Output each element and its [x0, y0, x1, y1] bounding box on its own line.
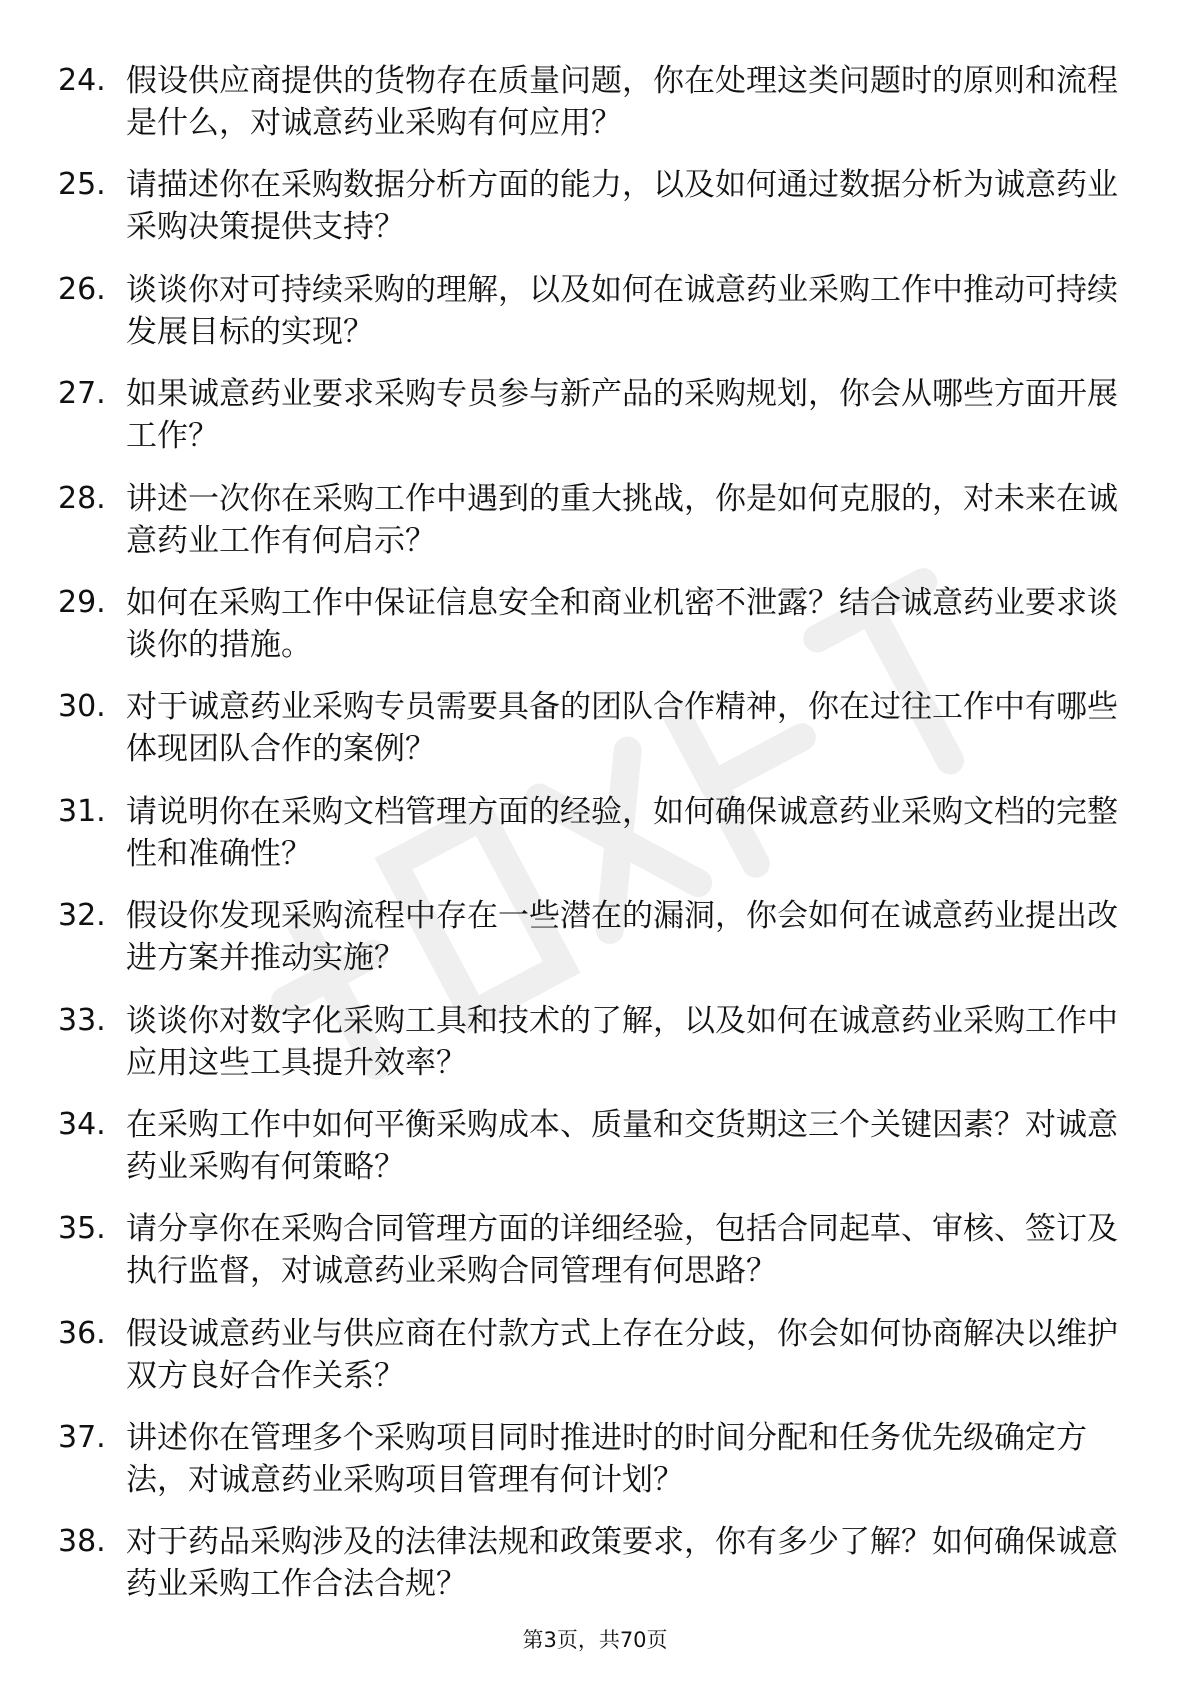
question-number: 38.: [58, 1524, 106, 1560]
question-text: 谈谈你对可持续采购的理解，以及如何在诚意药业采购工作中推动可持续发展目标的实现？: [126, 271, 1118, 350]
question-number: 36.: [58, 1315, 106, 1351]
question-number: 31.: [58, 793, 106, 829]
question-number: 30.: [58, 689, 106, 725]
question-item: [58, 574, 1118, 678]
question-item: [58, 156, 1118, 260]
question-number: 34.: [58, 1106, 106, 1142]
question-number: 28.: [58, 480, 106, 516]
question-item: [58, 1096, 1118, 1200]
question-item: [58, 1200, 1118, 1304]
question-number: 35.: [58, 1211, 106, 1247]
question-number: 32.: [58, 898, 106, 934]
question-item: [58, 261, 1118, 365]
question-item: [58, 365, 1118, 469]
question-number: 24.: [58, 63, 106, 98]
question-text: 假设供应商提供的货物存在质量问题，你在处理这类问题时的原则和流程是什么，对诚意药业采购有何应用？: [126, 63, 1118, 141]
question-text: 请说明你在采购文档管理方面的经验，如何确保诚意药业采购文档的完整性和准确性？: [126, 793, 1118, 872]
question-text: 讲述你在管理多个采购项目同时推进时的时间分配和任务优先级确定方法，对诚意药业采购项目管理有何计划？: [126, 1420, 1087, 1499]
question-item: [58, 1513, 1118, 1617]
question-number: 37.: [58, 1420, 106, 1456]
question-item: [58, 1305, 1118, 1409]
question-text: 请描述你在采购数据分析方面的能力，以及如何通过数据分析为诚意药业采购决策提供支持？: [126, 167, 1118, 246]
question-item: [58, 678, 1118, 782]
question-item: [58, 470, 1118, 574]
question-number: 25.: [58, 167, 106, 203]
question-item: [58, 52, 1118, 156]
question-text: 假设你发现采购流程中存在一些潜在的漏洞，你会如何在诚意药业提出改进方案并推动实施？: [126, 898, 1118, 977]
question-text: 谈谈你对数字化采购工具和技术的了解，以及如何在诚意药业采购工作中应用这些工具提升效率？: [126, 1002, 1118, 1081]
question-number: 27.: [58, 376, 106, 412]
question-item: [58, 783, 1118, 887]
question-number: 33.: [58, 1002, 106, 1038]
question-number: 29.: [58, 584, 106, 620]
question-item: [58, 887, 1118, 991]
question-text: 如何在采购工作中保证信息安全和商业机密不泄露？结合诚意药业要求谈谈你的措施。: [126, 584, 1118, 663]
question-item: [58, 1409, 1118, 1513]
question-item: [58, 992, 1118, 1096]
question-text: 假设诚意药业与供应商在付款方式上存在分歧，你会如何协商解决以维护双方良好合作关系？: [126, 1315, 1118, 1394]
question-text: 讲述一次你在采购工作中遇到的重大挑战，你是如何克服的，对未来在诚意药业工作有何启示？: [126, 480, 1118, 559]
question-text: 请分享你在采购合同管理方面的详细经验，包括合同起草、审核、签订及执行监督，对诚意药业采购合同管理有何思路？: [126, 1211, 1118, 1290]
question-list: [58, 52, 1118, 1618]
question-text: 对于药品采购涉及的法律法规和政策要求，你有多少了解？如何确保诚意药业采购工作合法合规？: [126, 1524, 1118, 1603]
question-text: 如果诚意药业要求采购专员参与新产品的采购规划，你会从哪些方面开展工作？: [126, 376, 1118, 455]
question-text: 对于诚意药业采购专员需要具备的团队合作精神，你在过往工作中有哪些体现团队合作的案例？: [126, 689, 1118, 768]
question-number: 26.: [58, 271, 106, 307]
page-footer: 第3页，共70页: [522, 1628, 668, 1652]
question-text: 在采购工作中如何平衡采购成本、质量和交货期这三个关键因素？对诚意药业采购有何策略？: [126, 1106, 1118, 1185]
